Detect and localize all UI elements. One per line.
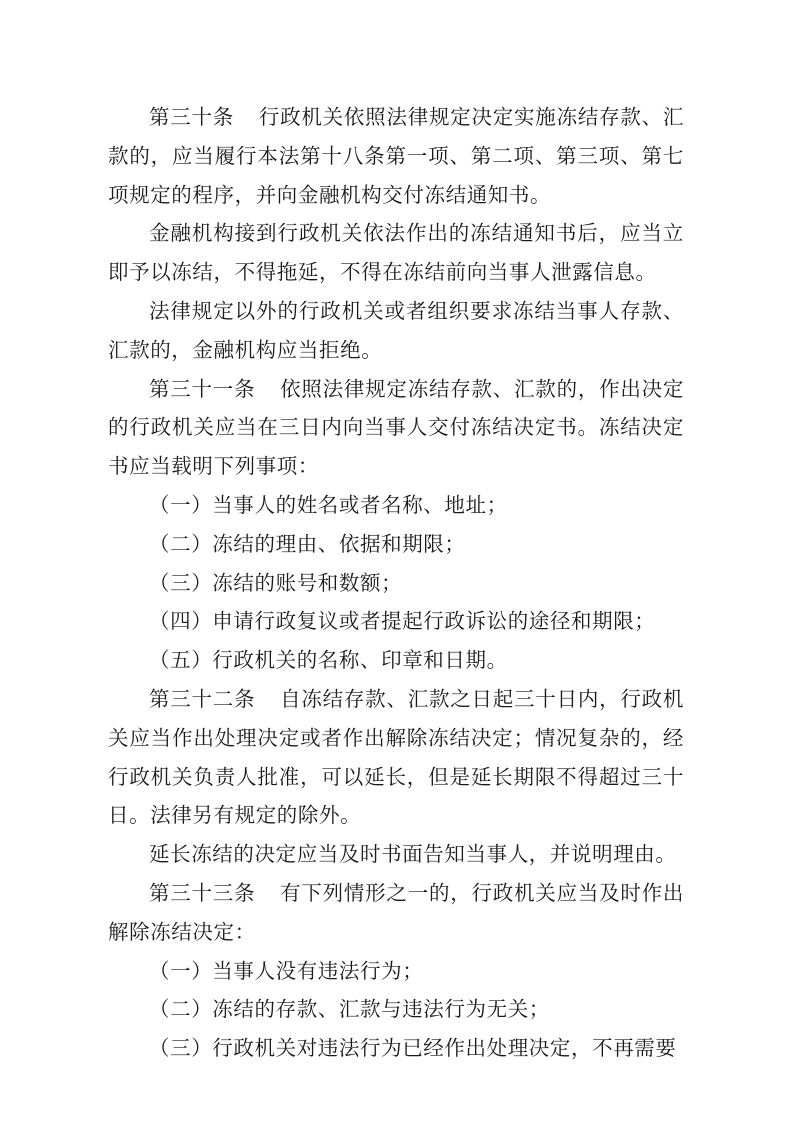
article-30-text: 行政机关依照法律规定决定实施冻结存款、汇款的，应当履行本法第十八条第一项、第二项、第三项、第七项规定的程序，并向金融机构交付冻结通知书。	[108, 105, 685, 207]
article-31-item-3-text: （三）冻结的账号和数额；	[149, 570, 403, 595]
article-31-item-4	[108, 602, 684, 641]
article-31-item-5	[108, 641, 684, 680]
article-31-item-2	[108, 525, 684, 564]
article-33-item-2-text: （二）冻结的存款、汇款与违法行为无关；	[149, 997, 550, 1022]
article-32-text: 自冻结存款、汇款之日起三十日内，行政机关应当作出处理决定或者作出解除冻结决定；情况复杂的，经行政机关负责人批准，可以延长，但是延长期限不得超过三十日。法律另有规定的除外。	[108, 686, 685, 828]
article-32-paragraph-2	[108, 835, 684, 874]
article-31-item-5-text: （五）行政机关的名称、印章和日期。	[149, 648, 508, 673]
article-33-heading: 第三十三条	[149, 880, 256, 905]
article-30-paragraph-2	[108, 214, 684, 292]
article-31-item-1	[108, 486, 684, 525]
article-33-item-1-text: （一）当事人没有违法行为；	[149, 958, 424, 983]
article-31-item-4-text: （四）申请行政复议或者提起行政诉讼的途径和期限；	[149, 609, 656, 634]
article-31-item-2-text: （二）冻结的理由、依据和期限；	[149, 531, 466, 556]
article-30-paragraph-3	[108, 292, 684, 370]
article-30-heading: 第三十条	[149, 105, 235, 129]
article-30-paragraph	[108, 98, 684, 214]
article-33-item-2	[108, 990, 684, 1029]
article-33-paragraph	[108, 874, 684, 952]
article-33-text: 有下列情形之一的，行政机关应当及时作出解除冻结决定：	[108, 880, 685, 944]
article-32-paragraph	[108, 680, 684, 835]
article-31-item-3	[108, 564, 684, 603]
article-31-item-1-text: （一）当事人的姓名或者名称、地址；	[149, 492, 508, 517]
article-33-item-1	[108, 952, 684, 991]
article-33-item-3	[108, 1029, 684, 1068]
article-33-item-3-text: （三）行政机关对违法行为已经作出处理决定，不再需要	[149, 1036, 677, 1061]
article-31-heading: 第三十一条	[149, 376, 256, 401]
article-32-heading: 第三十二条	[149, 686, 256, 711]
article-30-text-3: 法律规定以外的行政机关或者组织要求冻结当事人存款、汇款的，金融机构应当拒绝。	[108, 298, 684, 362]
document-body	[108, 98, 684, 1068]
article-30-text-2: 金融机构接到行政机关依法作出的冻结通知书后，应当立即予以冻结，不得拖延，不得在冻结前向当事人泄露信息。	[108, 221, 684, 285]
article-31-text: 依照法律规定冻结存款、汇款的，作出决定的行政机关应当在三日内向当事人交付冻结决定书。冻结决定书应当载明下列事项：	[108, 376, 685, 479]
article-31-paragraph	[108, 370, 684, 486]
article-32-text-2: 延长冻结的决定应当及时书面告知当事人，并说明理由。	[149, 842, 677, 867]
